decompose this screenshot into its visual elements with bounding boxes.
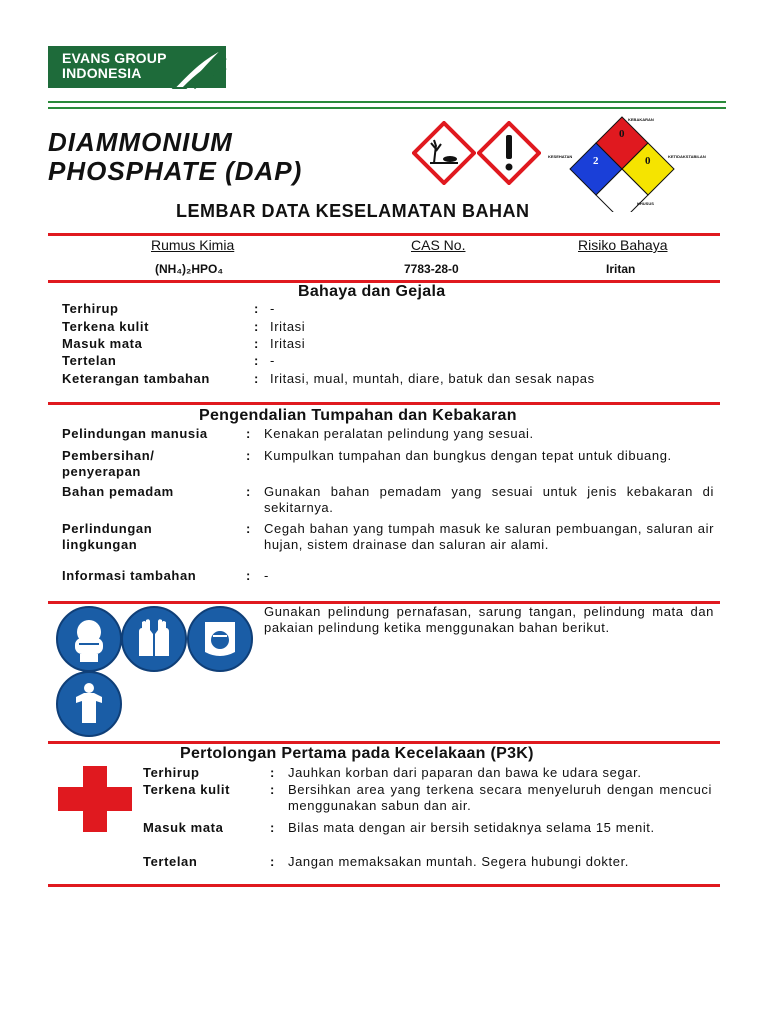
spill-value: Kumpulkan tumpahan dan bungkus dengan tepat untuk dibuang. bbox=[264, 448, 672, 463]
title-line1: DIAMMONIUM bbox=[48, 127, 233, 157]
first-aid-value: Jangan memaksakan muntah. Segera hubungi dokter. bbox=[288, 854, 630, 869]
spill-value: - bbox=[264, 568, 269, 583]
cas-value: 7783-28-0 bbox=[404, 262, 459, 276]
nfpa-flammability: 0 bbox=[619, 128, 625, 140]
hazard-label: Masuk mata bbox=[62, 336, 143, 351]
cas-header: CAS No. bbox=[411, 237, 466, 253]
first-aid-label: Masuk mata bbox=[143, 820, 224, 835]
protective-clothing-icon bbox=[56, 671, 122, 737]
spill-label: Pelindungan manusia bbox=[62, 426, 208, 441]
spill-title: Pengendalian Tumpahan dan Kebakaran bbox=[199, 407, 517, 424]
hazard-value: Iritasi bbox=[270, 336, 306, 351]
product-title bbox=[48, 128, 302, 186]
spill-label: Perlindungan lingkungan bbox=[62, 521, 153, 552]
first-aid-value: Bilas mata dengan air bersih setidaknya selama 15 menit. bbox=[288, 820, 655, 835]
colon: : bbox=[270, 782, 275, 797]
spill-label: Informasi tambahan bbox=[62, 568, 197, 583]
spill-value: Gunakan bahan pemadam yang sesuai untuk jenis kebakaran di sekitarnya. bbox=[264, 484, 714, 515]
spill-value: Kenakan peralatan pelindung yang sesuai. bbox=[264, 426, 534, 441]
colon: : bbox=[254, 353, 259, 368]
spill-label: Bahan pemadam bbox=[62, 484, 174, 499]
colon: : bbox=[246, 568, 251, 583]
respirator-icon bbox=[56, 606, 122, 672]
colon: : bbox=[246, 521, 251, 536]
colon: : bbox=[254, 319, 259, 334]
risk-header: Risiko Bahaya bbox=[578, 237, 668, 253]
first-aid-label: Terkena kulit bbox=[143, 782, 231, 797]
section-divider bbox=[48, 233, 720, 236]
logo-text bbox=[62, 51, 167, 81]
logo-line1: EVANS GROUP bbox=[62, 50, 167, 66]
exclamation-hazard-icon bbox=[477, 121, 541, 185]
nfpa-top-label: KEBAKARAN bbox=[628, 117, 654, 122]
first-aid-value: Bersihkan area yang terkena secara menyeluruh dengan mencuci menggunakan sabun dan air. bbox=[288, 782, 712, 813]
nfpa-bottom-label: KHUSUS bbox=[637, 201, 654, 206]
hazard-label: Tertelan bbox=[62, 353, 117, 368]
environment-hazard-icon bbox=[412, 121, 476, 185]
hazards-title: Bahaya dan Gejala bbox=[298, 283, 446, 300]
colon: : bbox=[246, 484, 251, 499]
colon: : bbox=[254, 336, 259, 351]
colon: : bbox=[254, 371, 259, 386]
colon: : bbox=[270, 820, 275, 835]
colon: : bbox=[246, 448, 251, 463]
first-aid-value: Jauhkan korban dari paparan dan bawa ke udara segar. bbox=[288, 765, 642, 780]
logo-line2: INDONESIA bbox=[62, 65, 142, 81]
ppe-instructions: Gunakan pelindung pernafasan, sarung tangan, pelindung mata dan pakaian pelindung ketika menggunakan bahan berikut. bbox=[264, 604, 714, 635]
spill-value: Cegah bahan yang tumpah masuk ke saluran pembuangan, saluran air hujan, sistem drainase dan saluran air alami. bbox=[264, 521, 714, 552]
hazard-value: Iritasi bbox=[270, 319, 306, 334]
hazard-value: - bbox=[270, 301, 275, 316]
document-subtitle: LEMBAR DATA KESELAMATAN BAHAN bbox=[176, 201, 530, 221]
section-divider bbox=[48, 741, 720, 744]
hazard-label: Keterangan tambahan bbox=[62, 371, 210, 386]
hazard-value: Iritasi, mual, muntah, diare, batuk dan sesak napas bbox=[270, 371, 595, 386]
hazard-value: - bbox=[270, 353, 275, 368]
title-line2: PHOSPHATE (DAP) bbox=[48, 156, 303, 186]
colon: : bbox=[246, 426, 251, 441]
first-aid-label: Terhirup bbox=[143, 765, 200, 780]
nfpa-diamond-icon bbox=[548, 112, 708, 212]
gloves-icon bbox=[121, 606, 187, 672]
hazard-label: Terkena kulit bbox=[62, 319, 150, 334]
spill-label: Pembersihan/ penyerapan bbox=[62, 448, 155, 479]
colon: : bbox=[254, 301, 259, 316]
nfpa-left-label: KESEHATAN bbox=[548, 154, 573, 159]
leaf-icon bbox=[170, 44, 228, 90]
colon: : bbox=[270, 854, 275, 869]
nfpa-right-label: KETIDAKSTABILAN bbox=[668, 154, 706, 159]
section-divider bbox=[48, 402, 720, 405]
face-shield-icon bbox=[187, 606, 253, 672]
header-divider-2 bbox=[48, 107, 726, 109]
first-aid-title: Pertolongan Pertama pada Kecelakaan (P3K) bbox=[180, 745, 534, 762]
nfpa-reactivity: 0 bbox=[645, 155, 651, 167]
colon: : bbox=[270, 765, 275, 780]
hazard-label: Terhirup bbox=[62, 301, 119, 316]
first-aid-label: Tertelan bbox=[143, 854, 198, 869]
header-divider-1 bbox=[48, 101, 726, 103]
first-aid-cross-icon bbox=[58, 766, 132, 832]
risk-value: Iritan bbox=[606, 262, 636, 276]
formula-value: (NH₄)₂HPO₄ bbox=[155, 262, 224, 276]
formula-header: Rumus Kimia bbox=[151, 237, 235, 253]
nfpa-health: 2 bbox=[593, 155, 599, 167]
section-divider bbox=[48, 884, 720, 887]
